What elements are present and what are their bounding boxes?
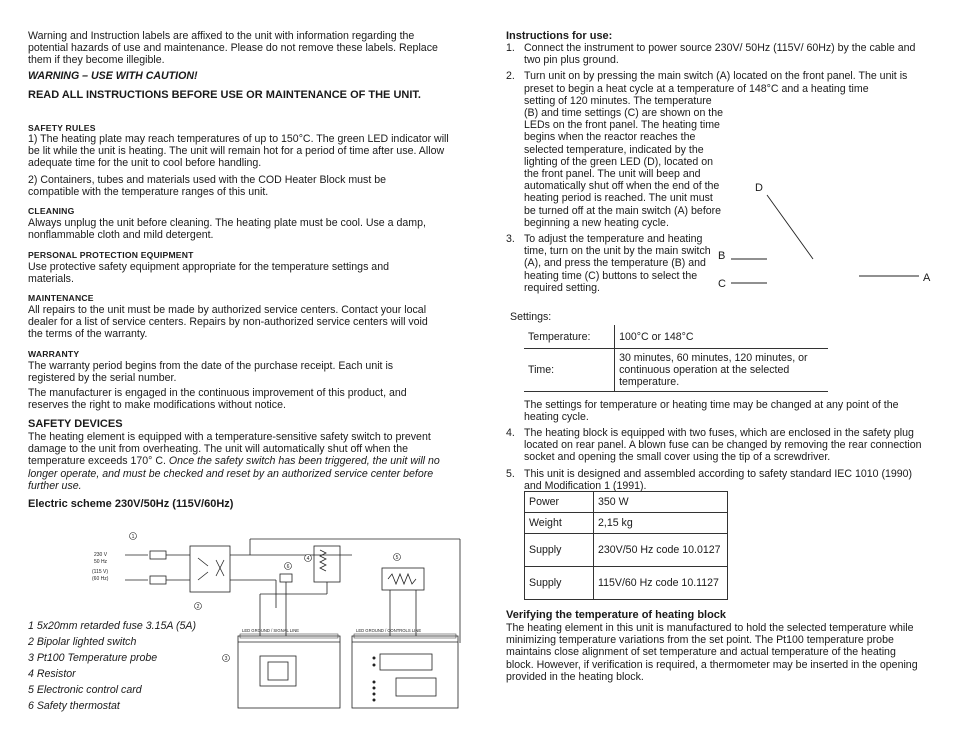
spec-label-cell: Supply — [525, 534, 594, 567]
instruction-step-1: 1. Connect the instrument to power source 230V/ 50Hz (115V/ 60Hz) by the cable and two pin plus ground. — [506, 42, 916, 67]
settings-value-cell: 30 minutes, 60 minutes, 120 minutes, or continuous operation at the selected temperature. — [615, 349, 828, 392]
cleaning-heading: CLEANING — [28, 206, 75, 216]
maintenance-paragraph: All repairs to the unit must be made by authorized service centers. Contact your local dealer for a list of service centers. Repairs by non-authorized service centers will void the terms of the warranty. — [28, 304, 428, 341]
panel-label-c: C — [718, 278, 726, 290]
instruction-step-3: 3. To adjust the temperature and heating time, turn on the unit by the main switch (A), and press the temperature (B) and heating time (C) buttons to select the required setting. — [506, 233, 711, 294]
callout-2: 2 — [196, 604, 200, 610]
callout-4: 4 — [306, 556, 310, 562]
specs-row-weight — [525, 513, 728, 534]
settings-value-cell: 100°C or 148°C — [615, 325, 828, 349]
diagram-legend — [28, 618, 248, 714]
maintenance-heading: MAINTENANCE — [28, 293, 94, 303]
ppe-heading: PERSONAL PROTECTION EQUIPMENT — [28, 250, 194, 260]
front-panel-callouts — [715, 175, 935, 295]
warranty-heading: WARRANTY — [28, 349, 80, 359]
legend-item-5: 5 Electronic control card — [28, 684, 142, 696]
intro-paragraph: Warning and Instruction labels are affixed to the unit with information regarding the potential hazards of use and maintenance. Please do not remove these labels. Replace them if they become illegible. — [28, 30, 438, 67]
ppe-paragraph: Use protective safety equipment appropriate for the temperature settings and materials. — [28, 261, 389, 286]
spec-label-cell: Supply — [525, 567, 594, 600]
step-2-full-text: Turn unit on by pressing the main switch (A) located on the front panel. The unit is preset to begin a heat cycle at a temperature of 148°C and a heating time — [524, 70, 908, 95]
panel-label-a: A — [923, 272, 931, 284]
spec-value-cell: 115V/60 Hz code 10.1127 — [594, 567, 728, 600]
safety-devices-heading: SAFETY DEVICES — [28, 418, 123, 430]
settings-note: The settings for temperature or heating time may be changed at any point of the heating cycle. — [524, 399, 899, 424]
step-2-narrow-text: setting of 120 minutes. The temperature (B) and time settings (C) are shown on the LEDs on the front panel. The heating time begins when the reactor reaches the selected temperature, indicated by the lighting of the green LED (D), located on the front panel. The unit will beep and automatically shut off when the end of the heating period is reached. The unit must be turned off at the main switch (A) before beginning a new heating cycle. — [524, 94, 724, 229]
settings-label-cell: Temperature: — [524, 325, 615, 349]
instruction-step-4: 4. The heating block is equipped with two fuses, which are enclosed in the safety plug located on rear panel. A blown fuse can be changed by removing the rear connection socket and opening the small cover using the tip of a screwdriver. — [506, 427, 922, 464]
panel-label-d: D — [755, 182, 763, 194]
settings-label-cell: Time: — [524, 349, 615, 392]
legend-item-3: 3 Pt100 Temperature probe — [28, 652, 158, 664]
voltage-line-3: (115 V) — [92, 569, 109, 575]
safety-devices-plain: The heating element is equipped with a temperature-sensitive safety switch to prevent damage to the unit from overheating. The unit will automatically shut off when the temperature exceeds 170° C. — [28, 431, 431, 468]
verify-paragraph: The heating element in this unit is manufactured to hold the selected temperature while minimizing temperature variations from the set point. The Pt100 temperature probe maintains close alignment of set temperature and actual temperature of the heating block. However, if verification is required, a thermometer may be inserted in the opening provided in the heating block. — [506, 622, 918, 683]
voltage-line-2: 50 Hz — [94, 559, 108, 565]
board-right-label: LED GROUND / CONTROLS LINE — [356, 628, 422, 633]
warranty-paragraph-1: The warranty period begins from the date of the purchase receipt. Each unit is registered by the serial number. — [28, 360, 394, 385]
safety-rules-heading: SAFETY RULES — [28, 123, 96, 133]
instruction-step-5: 5. This unit is designed and assembled according to safety standard IEC 1010 (1990) and Modification 1 (1991). — [506, 467, 913, 492]
safety-rules-2: 2) Containers, tubes and materials used with the COD Heater Block must be compatible with the temperature ranges of this unit. — [28, 174, 386, 199]
callout-3: 3 — [224, 656, 228, 662]
panel-label-b: B — [718, 250, 726, 262]
spec-value-cell: 230V/50 Hz code 10.0127 — [594, 534, 728, 567]
instructions-heading: Instructions for use: — [506, 30, 613, 42]
specs-row-supply-230 — [525, 534, 728, 567]
voltage-line-4: (60 Hz) — [92, 576, 109, 582]
warranty-paragraph-2: The manufacturer is engaged in the continuous improvement of this product, and reserves the right to make modifications without notice. — [28, 387, 407, 412]
spec-value-cell: 350 W — [594, 492, 728, 513]
callout-5: 5 — [395, 555, 399, 561]
cleaning-paragraph: Always unplug the unit before cleaning. The heating plate must be cool. Use a damp, nonflammable cloth and mild detergent. — [28, 217, 426, 242]
callout-1: 1 — [131, 534, 135, 540]
settings-row-temperature — [524, 325, 828, 349]
specs-row-supply-115 — [525, 567, 728, 600]
legend-item-1: 1 5x20mm retarded fuse 3.15A (5A) — [28, 620, 197, 632]
warning-line: WARNING – USE WITH CAUTION! — [28, 70, 198, 82]
legend-item-2: 2 Bipolar lighted switch — [28, 636, 137, 648]
settings-table — [524, 325, 828, 392]
legend-item-4: 4 Resistor — [28, 668, 76, 680]
spec-label-cell: Weight — [525, 513, 594, 534]
spec-value-cell: 2,15 kg — [594, 513, 728, 534]
safety-devices-italic: Once the safety switch has been triggered, the unit will no longer operate, and must be checked and reset by an authorized service center before further use. — [28, 455, 440, 492]
safety-rules-1: 1) The heating plate may reach temperatures of up to 150°C. The green LED indicator will be lit while the unit is heating. The unit will remain hot for a period of time after use. Allow adequate time for the unit to cool before handling. — [28, 133, 449, 170]
board-left-label: LED GROUND / SIGNAL LINE — [242, 628, 300, 633]
settings-label: Settings: — [510, 311, 552, 323]
instructions-list-bottom — [506, 427, 928, 492]
instruction-step-2: 2. Turn unit on by pressing the main switch (A) located on the front panel. The unit is preset to begin a heat cycle at a temperature of 148°C and a heating time setting of 120 minutes. The temperature (B) and time settings (C) are shown on the LEDs on the front panel. The heating time begins when the reactor reaches the selected temperature, indicated by the lighting of the green LED (D), located on the front panel. The unit will beep and automatically shut off when the end of the heating period is reached. The unit must be turned off at the main switch (A) before beginning a new heating cycle. — [506, 70, 928, 229]
callout-6: 6 — [286, 564, 290, 570]
voltage-line-1: 230 V — [94, 552, 108, 558]
spec-label-cell: Power — [525, 492, 594, 513]
specs-row-power — [525, 492, 728, 513]
read-all-heading: READ ALL INSTRUCTIONS BEFORE USE OR MAINTENANCE OF THE UNIT. — [28, 89, 421, 101]
specs-table — [524, 491, 728, 600]
safety-devices-paragraph — [28, 431, 450, 492]
verify-heading: Verifying the temperature of heating block — [506, 609, 727, 621]
settings-row-time — [524, 349, 828, 392]
electric-scheme-heading: Electric scheme 230V/50Hz (115V/60Hz) — [28, 498, 234, 510]
legend-item-6: 6 Safety thermostat — [28, 700, 120, 712]
